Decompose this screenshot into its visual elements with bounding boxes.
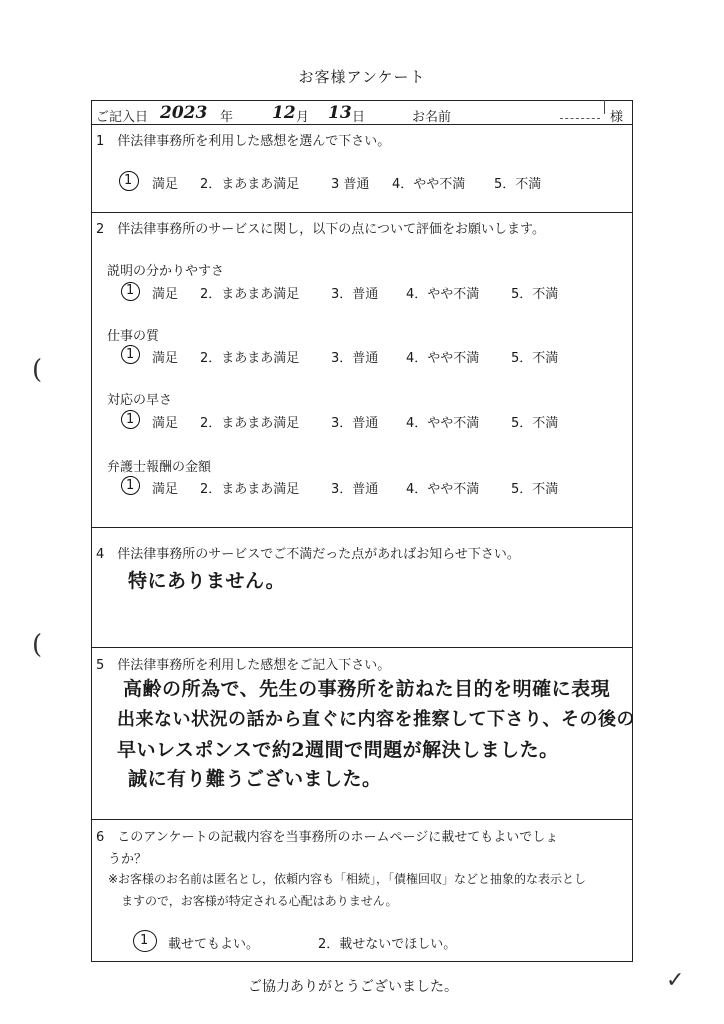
q1-selected-mark: 1 bbox=[124, 173, 133, 188]
margin-paren-mark: ( bbox=[32, 630, 43, 660]
divider-q1 bbox=[91, 212, 633, 213]
q1-option-3[interactable]: 3 普通 bbox=[331, 177, 370, 192]
q2-item-option-3[interactable]: 3．普通 bbox=[331, 287, 379, 302]
margin-paren-mark: ( bbox=[32, 355, 43, 385]
date-year-value: 2023 bbox=[160, 103, 208, 123]
month-label: 月 bbox=[296, 110, 310, 125]
q1-option-1[interactable]: 満足 bbox=[152, 177, 179, 192]
q1-option-5[interactable]: 5．不満 bbox=[494, 177, 542, 192]
q2-item-option-4[interactable]: 4．やや不満 bbox=[406, 482, 480, 497]
q1-option-4[interactable]: 4．やや不満 bbox=[392, 177, 466, 192]
q6-note-line2: ますので，お客様が特定される心配はありません。 bbox=[121, 894, 398, 908]
q1-option-2[interactable]: 2．まあまあ満足 bbox=[200, 177, 300, 192]
divider-q5 bbox=[91, 819, 633, 820]
name-field-tick bbox=[604, 100, 605, 114]
q2-item-option-3[interactable]: 3．普通 bbox=[331, 416, 379, 431]
q2-item-selected-mark: 1 bbox=[126, 478, 135, 493]
q2-item-option-5[interactable]: 5．不満 bbox=[511, 416, 559, 431]
q2-item-option-1[interactable]: 満足 bbox=[152, 287, 179, 302]
q2-item-label: 弁護士報酬の金額 bbox=[107, 460, 212, 475]
q2-question: 2 伴法律事務所のサービスに関し，以下の点について評価をお願いします。 bbox=[96, 222, 545, 237]
q5-handwritten-line: 誠に有り難うございました。 bbox=[128, 768, 382, 790]
name-label: お名前 bbox=[412, 110, 452, 125]
q2-item-option-3[interactable]: 3．普通 bbox=[331, 351, 379, 366]
q2-item-option-5[interactable]: 5．不満 bbox=[511, 351, 559, 366]
name-redaction-line bbox=[560, 118, 600, 119]
q1-question: 1 伴法律事務所を利用した感想を選んで下さい。 bbox=[96, 134, 391, 149]
q2-item-option-2[interactable]: 2．まあまあ満足 bbox=[200, 482, 300, 497]
q2-item-option-4[interactable]: 4．やや不満 bbox=[406, 287, 480, 302]
q2-item-option-1[interactable]: 満足 bbox=[152, 482, 179, 497]
footer-thanks: ご協力ありがとうございました。 bbox=[248, 979, 458, 995]
q4-handwritten-answer: 特にありません。 bbox=[128, 570, 286, 592]
date-day-value: 13 bbox=[328, 103, 352, 123]
q2-item-option-5[interactable]: 5．不満 bbox=[511, 482, 559, 497]
q6-question-line1: 6 このアンケートの記載内容を当事務所のホームページに載せてもよいでしょ bbox=[96, 830, 559, 845]
q2-item-option-3[interactable]: 3．普通 bbox=[331, 482, 379, 497]
q2-item-label: 対応の早さ bbox=[107, 393, 173, 408]
q2-item-selected-mark: 1 bbox=[126, 347, 135, 362]
q2-item-option-1[interactable]: 満足 bbox=[152, 416, 179, 431]
q5-question: 5 伴法律事務所を利用した感想をご記入下さい。 bbox=[96, 658, 391, 673]
q5-handwritten-line: 出来ない状況の話から直ぐに内容を推察して下さり、その後の bbox=[117, 709, 635, 730]
q6-option-1[interactable]: 載せてもよい。 bbox=[168, 937, 260, 952]
check-mark-icon: ✓ bbox=[666, 968, 685, 993]
q6-question-line2: うか？ bbox=[108, 852, 148, 867]
q6-selected-mark: 1 bbox=[140, 933, 149, 948]
year-label: 年 bbox=[220, 110, 234, 125]
q4-question: 4 伴法律事務所のサービスでご不満だった点があればお知らせ下さい。 bbox=[96, 547, 520, 562]
survey-title: お客様アンケート bbox=[298, 68, 426, 86]
name-suffix: 様 bbox=[610, 110, 624, 125]
day-label: 日 bbox=[352, 110, 366, 125]
divider-q4 bbox=[91, 647, 633, 648]
q2-item-selected-mark: 1 bbox=[126, 283, 135, 298]
q6-note-line1: ※お客様のお名前は匿名とし，依頼内容も「相続」，「債権回収」などと抽象的な表示とし bbox=[108, 872, 587, 886]
q2-item-option-2[interactable]: 2．まあまあ満足 bbox=[200, 416, 300, 431]
q2-item-option-4[interactable]: 4．やや不満 bbox=[406, 351, 480, 366]
q2-item-option-4[interactable]: 4．やや不満 bbox=[406, 416, 480, 431]
q2-item-label: 説明の分かりやすさ bbox=[107, 264, 225, 279]
q2-item-selected-mark: 1 bbox=[126, 412, 135, 427]
date-month-value: 12 bbox=[272, 103, 296, 123]
q5-handwritten-line: 高齢の所為で、先生の事務所を訪ねた目的を明確に表現 bbox=[123, 678, 611, 700]
q2-item-option-2[interactable]: 2．まあまあ満足 bbox=[200, 351, 300, 366]
q2-item-option-1[interactable]: 満足 bbox=[152, 351, 179, 366]
q6-option-2[interactable]: 2．載せないでほしい。 bbox=[318, 937, 457, 952]
q2-item-option-2[interactable]: 2．まあまあ満足 bbox=[200, 287, 300, 302]
divider-q2 bbox=[91, 527, 633, 528]
q2-item-label: 仕事の質 bbox=[107, 329, 160, 344]
date-label: ご記入日 bbox=[96, 110, 149, 125]
q2-item-option-5[interactable]: 5．不満 bbox=[511, 287, 559, 302]
q5-handwritten-line: 早いレスポンスで約2週間で問題が解決しました。 bbox=[117, 739, 559, 761]
